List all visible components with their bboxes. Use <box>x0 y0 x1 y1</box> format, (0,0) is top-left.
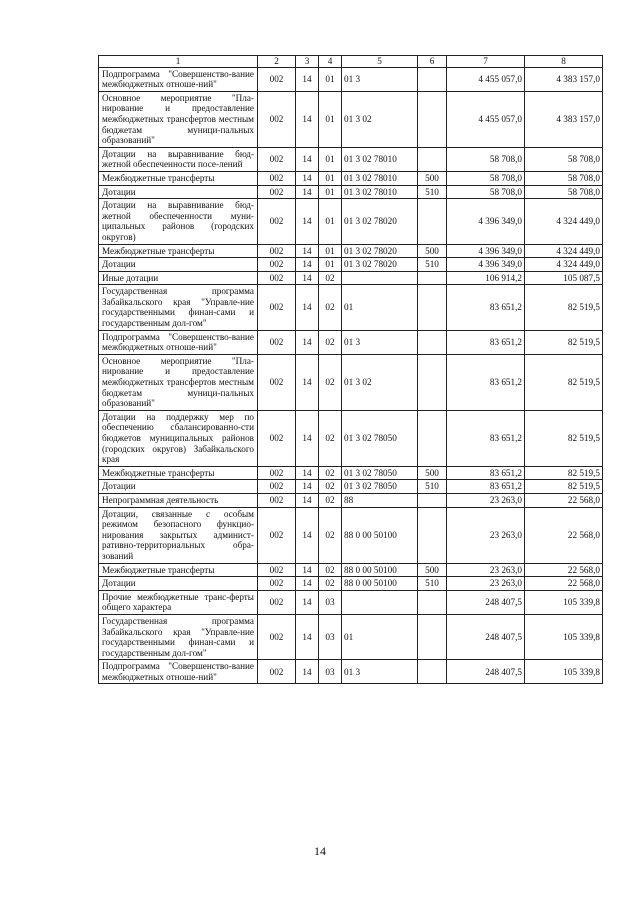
target-article-cell: 01 3 02 78010 <box>342 185 418 199</box>
header-cell: 4 <box>319 56 342 68</box>
table-row <box>99 466 603 480</box>
amount-year1-cell: 83 651,2 <box>447 410 525 466</box>
amount-year2-cell: 4 383 157,0 <box>525 67 603 91</box>
section-code-cell: 14 <box>296 354 319 410</box>
amount-year2-cell: 82 519,5 <box>525 466 603 480</box>
expense-type-cell <box>418 285 447 330</box>
section-code-cell: 14 <box>296 171 319 185</box>
item-name-cell: Дотации <box>99 577 258 591</box>
section-code-cell: 14 <box>296 258 319 272</box>
expense-type-cell: 500 <box>418 244 447 258</box>
ministry-code-cell: 002 <box>258 493 296 507</box>
ministry-code-cell: 002 <box>258 258 296 272</box>
amount-year2-cell: 22 568,0 <box>525 577 603 591</box>
ministry-code-cell: 002 <box>258 480 296 494</box>
section-code-cell: 14 <box>296 590 319 614</box>
table-row <box>99 614 603 659</box>
amount-year1-cell: 4 396 349,0 <box>447 199 525 244</box>
header-cell: 2 <box>258 56 296 68</box>
amount-year2-cell: 105 339,8 <box>525 590 603 614</box>
amount-year1-cell: 4 396 349,0 <box>447 258 525 272</box>
item-name-cell: Подпрограмма "Совершенство-вание межбюджетных отноше-ний" <box>99 67 258 91</box>
item-name-cell: Дотации <box>99 185 258 199</box>
ministry-code-cell: 002 <box>258 285 296 330</box>
table-row <box>99 185 603 199</box>
ministry-code-cell: 002 <box>258 507 296 563</box>
item-name-cell: Подпрограмма "Совершенство-вание межбюджетных отноше-ний" <box>99 660 258 684</box>
subsection-code-cell: 01 <box>319 67 342 91</box>
target-article-cell: 01 <box>342 614 418 659</box>
amount-year2-cell: 82 519,5 <box>525 480 603 494</box>
section-code-cell: 14 <box>296 507 319 563</box>
table-row <box>99 330 603 354</box>
amount-year2-cell: 82 519,5 <box>525 410 603 466</box>
item-name-cell: Межбюджетные трансферты <box>99 244 258 258</box>
table-row <box>99 91 603 147</box>
item-name-cell: Дотации на выравнивание бюд-жетной обеспеченности муни-ципальных районов (городских округов) <box>99 199 258 244</box>
budget-table <box>98 55 603 684</box>
ministry-code-cell: 002 <box>258 466 296 480</box>
ministry-code-cell: 002 <box>258 171 296 185</box>
item-name-cell: Иные дотации <box>99 271 258 285</box>
amount-year1-cell: 83 651,2 <box>447 480 525 494</box>
ministry-code-cell: 002 <box>258 199 296 244</box>
expense-type-cell <box>418 199 447 244</box>
table-row <box>99 354 603 410</box>
item-name-cell: Дотации, связанные с особым режимом безопасного функцио-нирования закрытых админист-ративно-территориальных обра-зований <box>99 507 258 563</box>
table-row <box>99 285 603 330</box>
target-article-cell <box>342 271 418 285</box>
target-article-cell: 01 3 02 <box>342 354 418 410</box>
expense-type-cell: 510 <box>418 577 447 591</box>
ministry-code-cell: 002 <box>258 330 296 354</box>
item-name-cell: Дотации на поддержку мер по обеспечению сбалансированно-сти бюджетов муниципальных районов (городских округов) Забайкальского края <box>99 410 258 466</box>
table-row <box>99 258 603 272</box>
item-name-cell: Основное мероприятие "Пла-нирование и предоставление межбюджетных трансфертов местным бюджетам муници-пальных образований" <box>99 91 258 147</box>
amount-year1-cell: 58 708,0 <box>447 185 525 199</box>
amount-year2-cell: 105 087,5 <box>525 271 603 285</box>
target-article-cell: 01 3 02 78050 <box>342 480 418 494</box>
expense-type-cell: 500 <box>418 563 447 577</box>
amount-year1-cell: 248 407,5 <box>447 614 525 659</box>
item-name-cell: Межбюджетные трансферты <box>99 171 258 185</box>
subsection-code-cell: 02 <box>319 577 342 591</box>
target-article-cell: 01 3 02 78020 <box>342 199 418 244</box>
amount-year1-cell: 23 263,0 <box>447 493 525 507</box>
ministry-code-cell: 002 <box>258 271 296 285</box>
ministry-code-cell: 002 <box>258 147 296 171</box>
amount-year2-cell: 82 519,5 <box>525 285 603 330</box>
amount-year2-cell: 22 568,0 <box>525 507 603 563</box>
amount-year1-cell: 4 396 349,0 <box>447 244 525 258</box>
amount-year2-cell: 4 324 449,0 <box>525 244 603 258</box>
target-article-cell: 01 3 02 <box>342 91 418 147</box>
table-row <box>99 67 603 91</box>
table-row <box>99 660 603 684</box>
subsection-code-cell: 02 <box>319 354 342 410</box>
subsection-code-cell: 01 <box>319 91 342 147</box>
target-article-cell: 01 3 02 78020 <box>342 258 418 272</box>
header-cell: 3 <box>296 56 319 68</box>
subsection-code-cell: 01 <box>319 244 342 258</box>
section-code-cell: 14 <box>296 660 319 684</box>
ministry-code-cell: 002 <box>258 614 296 659</box>
header-cell: 6 <box>418 56 447 68</box>
amount-year2-cell: 58 708,0 <box>525 185 603 199</box>
amount-year1-cell: 83 651,2 <box>447 354 525 410</box>
section-code-cell: 14 <box>296 285 319 330</box>
subsection-code-cell: 01 <box>319 147 342 171</box>
table-row <box>99 507 603 563</box>
table-row <box>99 590 603 614</box>
expense-type-cell <box>418 91 447 147</box>
table-body <box>99 56 603 684</box>
amount-year2-cell: 22 568,0 <box>525 493 603 507</box>
item-name-cell: Дотации <box>99 480 258 494</box>
subsection-code-cell: 02 <box>319 493 342 507</box>
subsection-code-cell: 03 <box>319 590 342 614</box>
item-name-cell: Прочие межбюджетные транс-ферты общего характера <box>99 590 258 614</box>
amount-year2-cell: 22 568,0 <box>525 563 603 577</box>
expense-type-cell <box>418 614 447 659</box>
section-code-cell: 14 <box>296 271 319 285</box>
subsection-code-cell: 01 <box>319 185 342 199</box>
target-article-cell: 88 0 00 50100 <box>342 577 418 591</box>
amount-year1-cell: 248 407,5 <box>447 590 525 614</box>
table-row <box>99 271 603 285</box>
subsection-code-cell: 01 <box>319 199 342 244</box>
expense-type-cell <box>418 410 447 466</box>
ministry-code-cell: 002 <box>258 590 296 614</box>
subsection-code-cell: 02 <box>319 330 342 354</box>
expense-type-cell <box>418 330 447 354</box>
target-article-cell: 01 3 02 78050 <box>342 466 418 480</box>
header-row <box>99 56 603 68</box>
subsection-code-cell: 01 <box>319 171 342 185</box>
ministry-code-cell: 002 <box>258 410 296 466</box>
target-article-cell: 01 3 02 78020 <box>342 244 418 258</box>
amount-year2-cell: 4 324 449,0 <box>525 258 603 272</box>
expense-type-cell <box>418 507 447 563</box>
subsection-code-cell: 02 <box>319 271 342 285</box>
section-code-cell: 14 <box>296 67 319 91</box>
section-code-cell: 14 <box>296 577 319 591</box>
expense-type-cell <box>418 354 447 410</box>
section-code-cell: 14 <box>296 199 319 244</box>
ministry-code-cell: 002 <box>258 185 296 199</box>
amount-year1-cell: 83 651,2 <box>447 466 525 480</box>
amount-year2-cell: 82 519,5 <box>525 354 603 410</box>
ministry-code-cell: 002 <box>258 91 296 147</box>
amount-year2-cell: 58 708,0 <box>525 147 603 171</box>
subsection-code-cell: 03 <box>319 660 342 684</box>
amount-year2-cell: 105 339,8 <box>525 660 603 684</box>
amount-year1-cell: 83 651,2 <box>447 330 525 354</box>
ministry-code-cell: 002 <box>258 563 296 577</box>
expense-type-cell <box>418 493 447 507</box>
amount-year1-cell: 23 263,0 <box>447 577 525 591</box>
item-name-cell: Государственная программа Забайкальского края "Управле-ние государственными финан-сами и государственным дол-гом" <box>99 614 258 659</box>
section-code-cell: 14 <box>296 185 319 199</box>
subsection-code-cell: 02 <box>319 410 342 466</box>
section-code-cell: 14 <box>296 244 319 258</box>
target-article-cell: 01 3 02 78010 <box>342 171 418 185</box>
amount-year1-cell: 23 263,0 <box>447 507 525 563</box>
subsection-code-cell: 03 <box>319 614 342 659</box>
table-row <box>99 480 603 494</box>
table-row <box>99 171 603 185</box>
section-code-cell: 14 <box>296 330 319 354</box>
amount-year1-cell: 4 455 057,0 <box>447 67 525 91</box>
target-article-cell: 01 <box>342 285 418 330</box>
page-number: 14 <box>314 844 326 858</box>
item-name-cell: Дотации <box>99 258 258 272</box>
header-cell: 1 <box>99 56 258 68</box>
table-row <box>99 563 603 577</box>
target-article-cell: 01 3 <box>342 660 418 684</box>
amount-year2-cell: 105 339,8 <box>525 614 603 659</box>
section-code-cell: 14 <box>296 410 319 466</box>
item-name-cell: Государственная программа Забайкальского края "Управле-ние государственными финан-сами и государственным дол-гом" <box>99 285 258 330</box>
target-article-cell: 88 0 00 50100 <box>342 507 418 563</box>
expense-type-cell: 510 <box>418 480 447 494</box>
expense-type-cell: 510 <box>418 258 447 272</box>
item-name-cell: Межбюджетные трансферты <box>99 563 258 577</box>
item-name-cell: Основное мероприятие "Пла-нирование и предоставление межбюджетных трансфертов местным бюджетам муници-пальных образований" <box>99 354 258 410</box>
section-code-cell: 14 <box>296 480 319 494</box>
expense-type-cell <box>418 67 447 91</box>
item-name-cell: Непрограммная деятельность <box>99 493 258 507</box>
ministry-code-cell: 002 <box>258 67 296 91</box>
amount-year2-cell: 82 519,5 <box>525 330 603 354</box>
table-row <box>99 147 603 171</box>
subsection-code-cell: 01 <box>319 258 342 272</box>
ministry-code-cell: 002 <box>258 660 296 684</box>
target-article-cell: 01 3 02 78010 <box>342 147 418 171</box>
section-code-cell: 14 <box>296 147 319 171</box>
header-cell: 8 <box>525 56 603 68</box>
expense-type-cell: 500 <box>418 171 447 185</box>
section-code-cell: 14 <box>296 466 319 480</box>
subsection-code-cell: 02 <box>319 466 342 480</box>
table-row <box>99 577 603 591</box>
section-code-cell: 14 <box>296 91 319 147</box>
table-row <box>99 493 603 507</box>
amount-year1-cell: 23 263,0 <box>447 563 525 577</box>
subsection-code-cell: 02 <box>319 563 342 577</box>
item-name-cell: Подпрограмма "Совершенство-вание межбюджетных отноше-ний" <box>99 330 258 354</box>
item-name-cell: Дотации на выравнивание бюд-жетной обеспеченности посе-лений <box>99 147 258 171</box>
amount-year1-cell: 4 455 057,0 <box>447 91 525 147</box>
amount-year1-cell: 58 708,0 <box>447 171 525 185</box>
section-code-cell: 14 <box>296 614 319 659</box>
expense-type-cell <box>418 271 447 285</box>
target-article-cell: 88 0 00 50100 <box>342 563 418 577</box>
ministry-code-cell: 002 <box>258 354 296 410</box>
amount-year2-cell: 4 383 157,0 <box>525 91 603 147</box>
table-row <box>99 244 603 258</box>
amount-year2-cell: 58 708,0 <box>525 171 603 185</box>
target-article-cell <box>342 590 418 614</box>
expense-type-cell: 510 <box>418 185 447 199</box>
table-row <box>99 410 603 466</box>
table-row <box>99 199 603 244</box>
amount-year1-cell: 58 708,0 <box>447 147 525 171</box>
amount-year1-cell: 106 914,2 <box>447 271 525 285</box>
expense-type-cell: 500 <box>418 466 447 480</box>
section-code-cell: 14 <box>296 563 319 577</box>
ministry-code-cell: 002 <box>258 244 296 258</box>
item-name-cell: Межбюджетные трансферты <box>99 466 258 480</box>
header-cell: 7 <box>447 56 525 68</box>
header-cell: 5 <box>342 56 418 68</box>
subsection-code-cell: 02 <box>319 285 342 330</box>
expense-type-cell <box>418 147 447 171</box>
expense-type-cell <box>418 660 447 684</box>
amount-year1-cell: 248 407,5 <box>447 660 525 684</box>
amount-year2-cell: 4 324 449,0 <box>525 199 603 244</box>
expense-type-cell <box>418 590 447 614</box>
target-article-cell: 01 3 <box>342 330 418 354</box>
amount-year1-cell: 83 651,2 <box>447 285 525 330</box>
subsection-code-cell: 02 <box>319 480 342 494</box>
target-article-cell: 01 3 <box>342 67 418 91</box>
ministry-code-cell: 002 <box>258 577 296 591</box>
subsection-code-cell: 02 <box>319 507 342 563</box>
target-article-cell: 01 3 02 78050 <box>342 410 418 466</box>
section-code-cell: 14 <box>296 493 319 507</box>
target-article-cell: 88 <box>342 493 418 507</box>
